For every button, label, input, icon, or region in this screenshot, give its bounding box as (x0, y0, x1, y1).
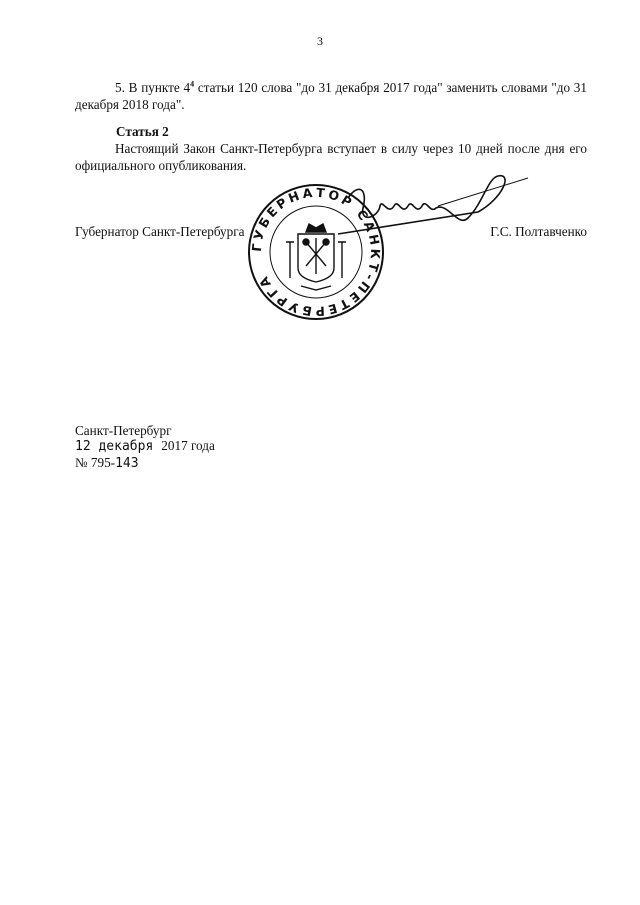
item-5-lead: 5. В пункте 4 (115, 80, 191, 95)
article-2-title: Статья 2 (116, 124, 169, 139)
signing-date (75, 438, 215, 454)
item-5-paragraph (75, 79, 587, 113)
signatory-name: Г.С. Полтавченко (490, 224, 587, 239)
article-2-paragraph: Настоящий Закон Санкт-Петербурга вступает в силу через 10 дней после дня его официального опубликования. (75, 141, 587, 173)
item-5-text: статьи 120 слова "до 31 декабря 2017 года" заменить словами "до 31 декабря 2018 года". (75, 80, 587, 112)
number-prefix: № 795- (75, 455, 116, 470)
date-day: 12 декабря (75, 439, 154, 454)
signatory-position: Губернатор Санкт-Петербурга (75, 224, 245, 239)
document-number (75, 455, 139, 471)
seal-text: ГУБЕРНАТОР САНКТ-ПЕТЕРБУРГА (248, 184, 384, 320)
item-5-superscript: 4 (190, 79, 195, 89)
number-suffix: 143 (115, 456, 139, 471)
date-year: 2017 года (161, 438, 215, 453)
page-number: 3 (317, 34, 323, 48)
signing-place: Санкт-Петербург (75, 423, 172, 438)
